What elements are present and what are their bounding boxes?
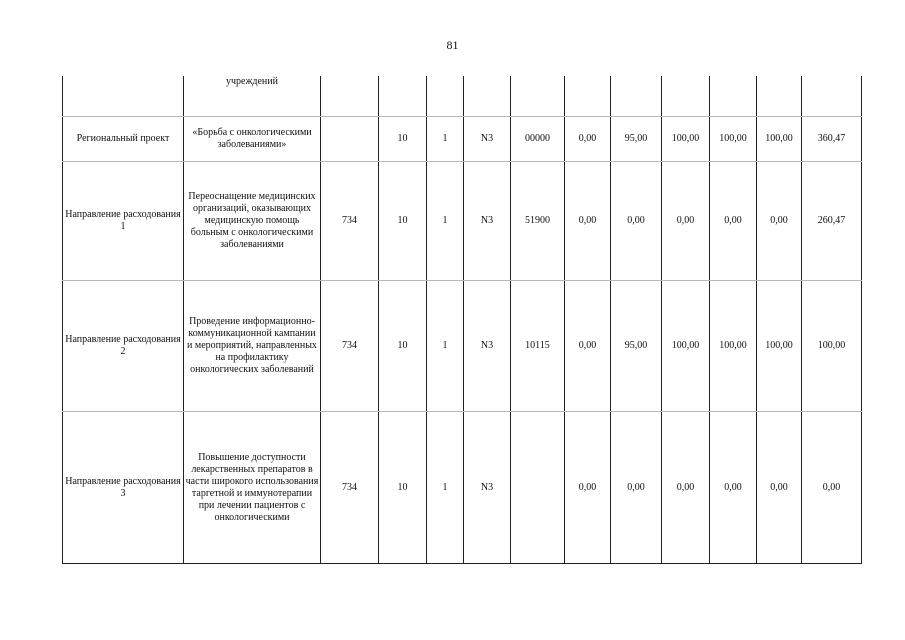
row-name: Региональный проект	[63, 117, 184, 162]
subsection-code	[427, 76, 464, 117]
target-article-prefix	[464, 76, 511, 117]
target-article-code: 10115	[511, 281, 565, 412]
section-code: 10	[379, 117, 427, 162]
value-cell: 95,00	[611, 281, 662, 412]
target-article-code	[511, 412, 565, 564]
target-article-prefix: N3	[464, 117, 511, 162]
table-row	[63, 76, 862, 117]
table-row	[63, 117, 862, 162]
subsection-code: 1	[427, 117, 464, 162]
value-cell: 0,00	[565, 117, 611, 162]
page-number: 81	[446, 38, 459, 52]
subsection-code: 1	[427, 412, 464, 564]
value-cell: 0,00	[565, 162, 611, 281]
row-description: Повышение доступности лекарственных препаратов в части широкого использования таргетной и иммунотерапии при лечении пациентов с онкологическими	[184, 412, 321, 564]
value-cell: 100,00	[802, 281, 862, 412]
row-description: Проведение информационно-коммуникационной кампании и мероприятий, направленных на профилактику онкологических заболеваний	[184, 281, 321, 412]
budget-table	[62, 76, 862, 564]
value-cell	[757, 76, 802, 117]
target-article-prefix: N3	[464, 162, 511, 281]
value-cell	[710, 76, 757, 117]
value-cell: 0,00	[710, 412, 757, 564]
table-row	[63, 281, 862, 412]
value-cell: 0,00	[710, 162, 757, 281]
value-cell: 0,00	[757, 162, 802, 281]
value-cell: 360,47	[802, 117, 862, 162]
target-article-code: 51900	[511, 162, 565, 281]
section-code: 10	[379, 162, 427, 281]
value-cell: 260,47	[802, 162, 862, 281]
value-cell: 0,00	[565, 412, 611, 564]
value-cell	[611, 76, 662, 117]
value-cell: 100,00	[710, 117, 757, 162]
target-article-prefix: N3	[464, 412, 511, 564]
value-cell: 0,00	[611, 162, 662, 281]
subsection-code: 1	[427, 281, 464, 412]
target-article-code: 00000	[511, 117, 565, 162]
grbs-code	[321, 117, 379, 162]
grbs-code: 734	[321, 281, 379, 412]
value-cell: 100,00	[710, 281, 757, 412]
row-name: Направление расходования 3	[63, 412, 184, 564]
row-description: учреждений	[184, 76, 321, 117]
grbs-code: 734	[321, 162, 379, 281]
value-cell: 0,00	[611, 412, 662, 564]
value-cell: 100,00	[757, 117, 802, 162]
section-code	[379, 76, 427, 117]
target-article-prefix: N3	[464, 281, 511, 412]
section-code: 10	[379, 281, 427, 412]
grbs-code: 734	[321, 412, 379, 564]
row-name: Направление расходования 1	[63, 162, 184, 281]
subsection-code: 1	[427, 162, 464, 281]
table-row	[63, 162, 862, 281]
value-cell: 100,00	[662, 281, 710, 412]
value-cell	[662, 76, 710, 117]
value-cell: 100,00	[757, 281, 802, 412]
target-article-code	[511, 76, 565, 117]
grbs-code	[321, 76, 379, 117]
value-cell: 95,00	[611, 117, 662, 162]
row-name: Направление расходования 2	[63, 281, 184, 412]
value-cell: 0,00	[662, 162, 710, 281]
value-cell: 100,00	[662, 117, 710, 162]
value-cell: 0,00	[565, 281, 611, 412]
row-description: Переоснащение медицинских организаций, оказывающих медицинскую помощь больным с онкологическими заболеваниями	[184, 162, 321, 281]
table-row	[63, 412, 862, 564]
section-code: 10	[379, 412, 427, 564]
row-description: «Борьба с онкологическими заболеваниями»	[184, 117, 321, 162]
value-cell: 0,00	[802, 412, 862, 564]
value-cell: 0,00	[662, 412, 710, 564]
value-cell: 0,00	[757, 412, 802, 564]
value-cell	[565, 76, 611, 117]
row-name	[63, 76, 184, 117]
value-cell	[802, 76, 862, 117]
